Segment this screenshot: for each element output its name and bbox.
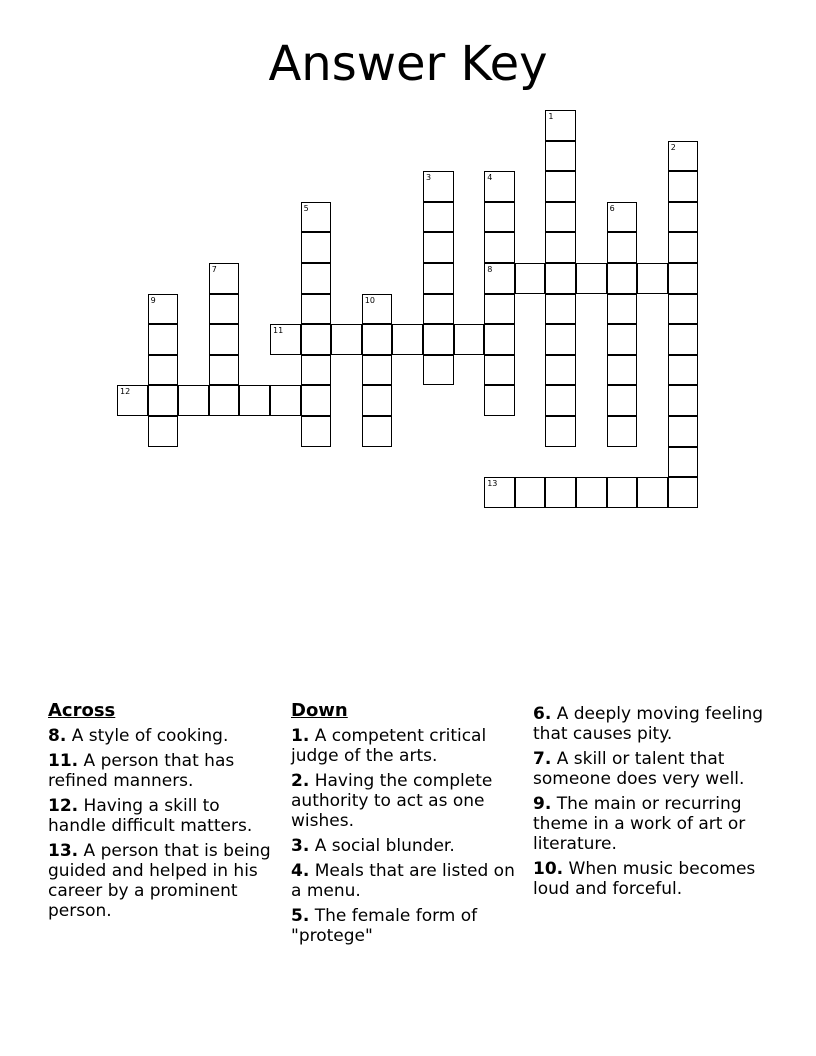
grid-cell <box>362 294 393 325</box>
grid-cell <box>362 355 393 386</box>
down-clues <box>291 700 521 951</box>
cell-number: 9 <box>150 295 156 305</box>
grid-cell <box>362 324 393 355</box>
across-heading: Across <box>48 700 116 721</box>
grid-cell <box>576 263 607 294</box>
grid-cell <box>545 477 576 508</box>
clue-down-10: 10. When music becomes loud and forceful. <box>533 859 756 899</box>
grid-cell <box>270 324 301 355</box>
grid-cell <box>209 294 240 325</box>
grid-cell <box>668 447 699 478</box>
grid-cell <box>148 294 179 325</box>
grid-cell <box>607 477 638 508</box>
cell-number: 8 <box>487 265 493 274</box>
clue-down-7: 7. A skill or talent that someone does very well. <box>533 749 745 789</box>
grid-cell <box>545 232 576 263</box>
clue-down-9: 9. The main or recurring theme in a work of art or literature. <box>533 794 746 854</box>
cell-number: 7 <box>211 265 217 274</box>
clue-across-13: 13. A person that is being guided and helped in his career by a prominent person. <box>48 841 271 921</box>
grid-cell <box>545 141 576 172</box>
grid-cell <box>668 202 699 233</box>
grid-cell <box>209 355 240 386</box>
cell-number: 11 <box>273 326 284 336</box>
grid-cell <box>392 324 423 355</box>
grid-cell <box>668 355 699 386</box>
grid-cell <box>668 141 699 172</box>
clue-down-5: 5. The female form of "protege" <box>291 906 478 946</box>
grid-cell <box>545 110 576 141</box>
grid-cell <box>270 385 301 416</box>
cell-number: 1 <box>548 112 554 121</box>
down-heading: Down <box>291 700 348 721</box>
grid-cell <box>423 294 454 325</box>
clue-down-6: 6. A deeply moving feeling that causes pity. <box>533 704 764 744</box>
clue-down-1: 1. A competent critical judge of the arts. <box>291 726 487 766</box>
grid-cell <box>301 232 332 263</box>
grid-cell <box>484 202 515 233</box>
clue-down-4: 4. Meals that are listed on a menu. <box>291 861 515 901</box>
grid-cell <box>545 171 576 202</box>
grid-cell <box>668 263 699 294</box>
grid-cell <box>148 355 179 386</box>
grid-cell <box>484 171 515 202</box>
grid-cell <box>607 263 638 294</box>
grid-cell <box>301 385 332 416</box>
grid-cell <box>484 385 515 416</box>
across-clues <box>48 700 278 926</box>
grid-cell <box>637 263 668 294</box>
clue-down-2: 2. Having the complete authority to act as one wishes. <box>291 771 493 831</box>
cell-number: 12 <box>120 387 131 397</box>
cell-number: 10 <box>364 295 375 305</box>
grid-cell <box>607 385 638 416</box>
grid-cell <box>423 232 454 263</box>
clue-across-11: 11. A person that has refined manners. <box>48 751 235 791</box>
grid-cell <box>607 294 638 325</box>
grid-cell <box>545 294 576 325</box>
grid-cell <box>423 355 454 386</box>
grid-cell <box>484 263 515 294</box>
grid-cell <box>484 355 515 386</box>
grid-cell <box>301 294 332 325</box>
grid-cell <box>362 416 393 447</box>
grid-cell <box>301 355 332 386</box>
grid-cell <box>423 171 454 202</box>
grid-cell <box>515 263 546 294</box>
grid-cell <box>545 385 576 416</box>
grid-cell <box>484 232 515 263</box>
cell-number: 13 <box>487 479 498 489</box>
grid-cell <box>148 416 179 447</box>
grid-cell <box>668 385 699 416</box>
grid-cell <box>148 385 179 416</box>
grid-cell <box>331 324 362 355</box>
grid-cell <box>545 263 576 294</box>
clue-across-12: 12. Having a skill to handle difficult matters. <box>48 796 253 836</box>
grid-cell <box>668 294 699 325</box>
clue-across-8: 8. A style of cooking. <box>48 726 229 746</box>
grid-cell <box>607 416 638 447</box>
grid-cell <box>545 324 576 355</box>
grid-cell <box>301 416 332 447</box>
grid-cell <box>148 324 179 355</box>
grid-cell <box>607 202 638 233</box>
grid-cell <box>668 171 699 202</box>
grid-cell <box>515 477 546 508</box>
grid-cell <box>576 477 607 508</box>
grid-cell <box>607 355 638 386</box>
grid-cell <box>484 324 515 355</box>
cell-number: 4 <box>487 173 493 183</box>
grid-cell <box>545 416 576 447</box>
grid-cell <box>454 324 485 355</box>
clue-down-3: 3. A social blunder. <box>291 836 455 856</box>
grid-cell <box>209 324 240 355</box>
grid-cell <box>209 263 240 294</box>
grid-cell <box>545 355 576 386</box>
grid-cell <box>668 324 699 355</box>
cell-number: 6 <box>609 203 615 213</box>
grid-cell <box>668 232 699 263</box>
grid-cell <box>423 324 454 355</box>
grid-cell <box>423 202 454 233</box>
grid-cell <box>239 385 270 416</box>
grid-cell <box>607 232 638 263</box>
grid-cell <box>117 385 148 416</box>
grid-cell <box>362 385 393 416</box>
grid-cell <box>301 202 332 233</box>
grid-cell <box>484 477 515 508</box>
grid-cell <box>301 324 332 355</box>
page-title: Answer Key <box>268 36 548 92</box>
grid-cell <box>637 477 668 508</box>
grid-cell <box>668 416 699 447</box>
grid-cell <box>209 385 240 416</box>
down-clues-continued <box>533 704 773 904</box>
grid-cell <box>668 477 699 508</box>
grid-cell <box>301 263 332 294</box>
grid-cell <box>545 202 576 233</box>
grid-cell <box>607 324 638 355</box>
cell-number: 2 <box>670 142 676 152</box>
grid-cell <box>178 385 209 416</box>
cell-number: 5 <box>303 203 309 213</box>
grid-cell <box>484 294 515 325</box>
grid-cell <box>423 263 454 294</box>
cell-number: 3 <box>426 173 432 183</box>
